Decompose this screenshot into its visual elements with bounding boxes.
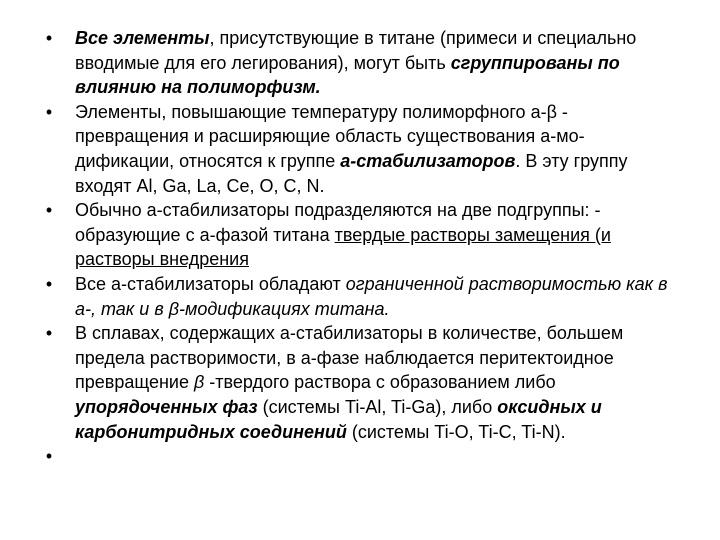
text-segment: a-стабилизаторов: [340, 150, 516, 171]
bullet-text: [75, 446, 80, 466]
text-segment: . В эту группу входят Al, Ga, La, Ce, O, C, N.: [75, 150, 628, 196]
text-segment: упорядоченных фаз: [75, 396, 258, 417]
bullet-text: [75, 323, 623, 441]
bullet-marker: •: [45, 200, 53, 221]
text-segment: оксидных и карбонитридных соединений: [75, 396, 602, 442]
bullet-list: [42, 26, 682, 469]
bullet-item: [42, 444, 682, 469]
bullet-item: [42, 272, 682, 321]
text-segment: -твердого раствора с образованием либо: [204, 372, 556, 393]
bullet-marker: •: [45, 323, 53, 344]
text-segment: ограниченной растворимостью как в a-, так и в β-модификациях титана.: [75, 273, 668, 319]
bullet-text: [75, 102, 628, 196]
bullet-marker: •: [45, 101, 53, 122]
bullet-marker: •: [45, 28, 53, 48]
text-segment: Все элементы: [75, 28, 210, 48]
bullet-item: [42, 100, 682, 198]
text-segment: , присутствующие в титане (примеси и специально вводимые для его легирования), могут быть: [75, 28, 637, 73]
bullet-item: [42, 321, 682, 444]
bullet-item: [42, 26, 682, 100]
text-segment: β: [193, 372, 205, 393]
bullet-text: [75, 28, 636, 97]
text-segment: твердые растворы замещения (и растворы внедрения: [75, 224, 611, 270]
bullet-text: [75, 274, 668, 319]
text-segment: В сплавах, содержащих a-стабилизаторы в количестве, большем предела растворимости, в a-фазе наблюдается перитектоидное превращение: [75, 323, 624, 393]
bullet-marker: •: [45, 273, 53, 294]
bullet-text: [75, 200, 611, 269]
text-segment: Все a-стабилизаторы обладают: [75, 273, 346, 294]
text-segment: Обычно a-стабилизаторы подразделяются на две подгруппы: - образующие с a-фазой титана: [75, 200, 601, 245]
text-segment: сгруппированы по влиянию на полиморфизм.: [75, 52, 620, 98]
bullet-marker: •: [45, 446, 53, 467]
text-segment: (системы Ti-O, Ti-C, Ti-N).: [346, 421, 566, 442]
bullet-item: [42, 198, 682, 272]
text-segment: Элементы, повышающие температуру полиморфного a-β - превращения и расширяющие область существования a-мо-дификации, относятся к группе: [75, 101, 585, 171]
text-segment: (системы Ti-Al, Ti-Ga), либо: [257, 396, 498, 417]
